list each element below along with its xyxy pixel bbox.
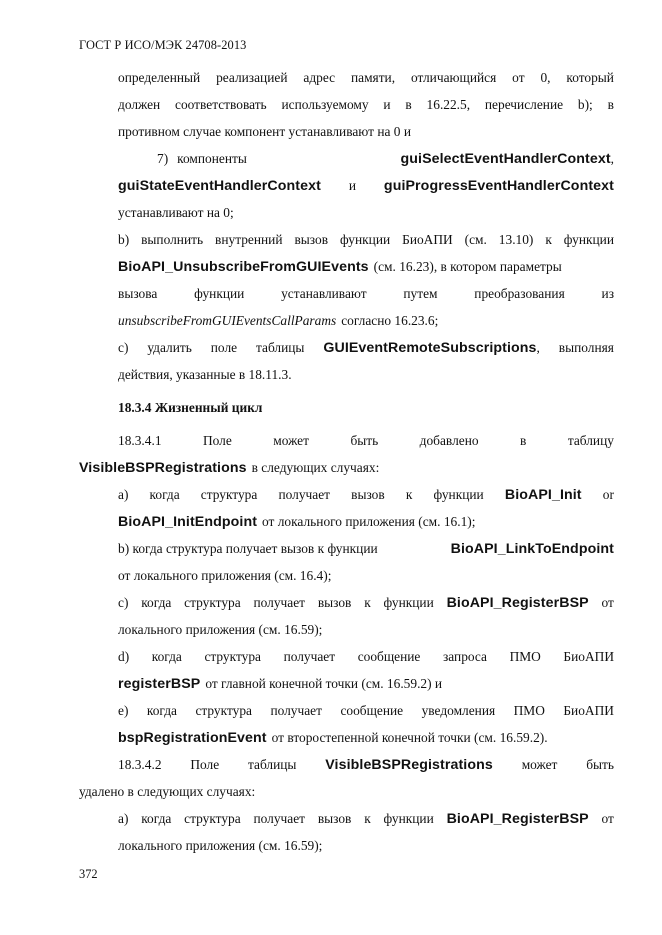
- word: к: [364, 595, 371, 610]
- text-span: от второстепенной конечной точки (см. 16.59.2).: [271, 730, 548, 745]
- page-number: 372: [79, 867, 98, 881]
- word: от: [601, 595, 614, 610]
- word: функции: [383, 595, 434, 610]
- identifier-term: BioAPI_RegisterBSP: [446, 595, 589, 611]
- word: вызов: [351, 487, 385, 502]
- word: в: [520, 433, 527, 448]
- word: и: [348, 178, 357, 193]
- word: вызов: [317, 811, 352, 826]
- word: структура: [184, 595, 241, 610]
- word: получает: [283, 649, 336, 664]
- text-line: [118, 594, 614, 612]
- word: компоненты: [177, 151, 247, 166]
- word: 0,: [540, 70, 551, 85]
- word: уведомления: [421, 703, 496, 718]
- text-span: в следующих случаях:: [251, 460, 380, 475]
- heading-text: 18.3.4 Жизненный цикл: [118, 400, 263, 415]
- word: or: [602, 487, 614, 502]
- word: внутренний: [215, 232, 283, 247]
- word: должен: [118, 97, 161, 112]
- word: 18.3.4.2: [118, 757, 162, 772]
- word: сообщение: [340, 703, 404, 718]
- text-line: [118, 810, 614, 828]
- identifier-term: BioAPI_UnsubscribeFromGUIEvents: [118, 259, 369, 275]
- word: преобразования: [474, 286, 565, 301]
- text-span: противном случае компонент устанавливают на 0 и: [118, 124, 411, 139]
- word: путем: [403, 286, 438, 301]
- word: функции: [563, 232, 614, 247]
- text-span: удалено в следующих случаях:: [79, 784, 256, 799]
- text-line: [118, 567, 614, 585]
- identifier-term: registerBSP: [118, 676, 201, 692]
- text-line: [79, 783, 614, 801]
- word: таблицу: [567, 433, 614, 448]
- word: может: [273, 433, 309, 448]
- italic-identifier: unsubscribeFromGUIEventsCallParams: [118, 313, 337, 328]
- word: к: [545, 232, 552, 247]
- text-line: [118, 540, 614, 558]
- word: определенный: [118, 70, 201, 85]
- text-span: b) когда структура получает вызов к функции: [118, 541, 378, 556]
- identifier-term: guiSelectEventHandlerContext: [400, 151, 611, 167]
- word: функции: [339, 232, 391, 247]
- word: b): [118, 232, 130, 247]
- word: 16.22.5,: [426, 97, 471, 112]
- word: выполняя: [558, 340, 614, 355]
- word: таблицы: [255, 340, 305, 355]
- text-line: [118, 69, 614, 87]
- text-line: [118, 432, 614, 450]
- word: Поле: [190, 757, 220, 772]
- word: перечисление: [484, 97, 564, 112]
- page-header: ГОСТ Р ИСО/МЭК 24708-2013: [79, 38, 247, 52]
- word: быть: [586, 757, 614, 772]
- text-line: [118, 258, 614, 276]
- text-line: [157, 150, 614, 168]
- word: от: [512, 70, 525, 85]
- word: когда: [149, 487, 180, 502]
- word: когда: [141, 595, 172, 610]
- identifier-term: BioAPI_Init: [504, 487, 582, 503]
- text-span: от главной конечной точки (см. 16.59.2) и: [205, 676, 443, 691]
- text-span: действия, указанные в 18.11.3.: [118, 367, 292, 382]
- word: когда: [151, 649, 182, 664]
- text-span: локального приложения (см. 16.59);: [118, 838, 323, 853]
- word: вызова: [118, 286, 158, 301]
- word: сообщение: [357, 649, 421, 664]
- identifier-term: guiProgressEventHandlerContext: [383, 178, 614, 194]
- word: c): [118, 595, 129, 610]
- text-line: [118, 486, 614, 504]
- word: БиоАПИ: [402, 232, 453, 247]
- text-line: [118, 837, 614, 855]
- word: функции: [383, 811, 434, 826]
- identifier-term: BioAPI_RegisterBSP: [446, 811, 589, 827]
- word: d): [118, 649, 130, 664]
- text-line: [118, 312, 653, 330]
- text-span: от локального приложения (см. 16.1);: [262, 514, 476, 529]
- word: отличающийся: [410, 70, 497, 85]
- word: Поле: [202, 433, 232, 448]
- word: b);: [577, 97, 593, 112]
- word: a): [118, 811, 129, 826]
- text-line: [118, 366, 614, 384]
- word: запроса: [442, 649, 487, 664]
- text-span: локального приложения (см. 16.59);: [118, 622, 323, 637]
- word: БиоАПИ: [563, 703, 614, 718]
- text-line: [118, 675, 614, 693]
- word: (см.: [464, 232, 487, 247]
- text-line: [118, 648, 614, 666]
- text-line: [118, 729, 614, 747]
- word: может: [521, 757, 558, 772]
- identifier-term: guiStateEventHandlerContext: [118, 178, 321, 194]
- text-line: [118, 204, 614, 222]
- text-line: [118, 339, 614, 357]
- text-line: [118, 513, 614, 531]
- word: поле: [210, 340, 238, 355]
- word: когда: [141, 811, 172, 826]
- text-line: [118, 96, 614, 114]
- word: 7): [157, 151, 169, 166]
- word: добавлено: [419, 433, 479, 448]
- text-span: согласно 16.23.6;: [341, 313, 439, 328]
- word: вызов: [317, 595, 352, 610]
- word: таблицы: [247, 757, 297, 772]
- word: в: [607, 97, 614, 112]
- word: реализацией: [216, 70, 288, 85]
- word: памяти,: [350, 70, 396, 85]
- text-line: [118, 123, 614, 141]
- word: БиоАПИ: [563, 649, 614, 664]
- word: удалить: [147, 340, 192, 355]
- word: 18.3.4.1: [118, 433, 162, 448]
- word: в: [405, 97, 412, 112]
- word: соответствовать: [175, 97, 267, 112]
- identifier-term: bspRegistrationEvent: [118, 730, 267, 746]
- punctuation: ,: [536, 340, 540, 355]
- text-line: [118, 285, 614, 303]
- text-line: [118, 702, 614, 720]
- word: структура: [184, 811, 241, 826]
- word: устанавливают: [281, 286, 367, 301]
- word: выполнить: [141, 232, 204, 247]
- word: получает: [270, 703, 322, 718]
- text-span: (см. 16.23), в котором параметры: [373, 259, 562, 274]
- word: функции: [194, 286, 245, 301]
- text-line: [118, 621, 614, 639]
- word: 13.10): [498, 232, 534, 247]
- text-span: устанавливают на 0;: [118, 205, 234, 220]
- word: получает: [253, 595, 306, 610]
- identifier-term: VisibleBSPRegistrations: [325, 757, 493, 773]
- word: структура: [200, 487, 258, 502]
- section-heading: [118, 399, 614, 417]
- word: e): [118, 703, 129, 718]
- word: от: [601, 811, 614, 826]
- word: быть: [350, 433, 379, 448]
- word: ПМО: [509, 649, 541, 664]
- identifier-term: GUIEventRemoteSubscriptions: [323, 340, 537, 356]
- word: вызов: [294, 232, 329, 247]
- punctuation: ,: [610, 151, 614, 166]
- text-line: [118, 756, 614, 774]
- word: получает: [253, 811, 306, 826]
- text-span: от локального приложения (см. 16.4);: [118, 568, 332, 583]
- text-line: [79, 459, 614, 477]
- identifier-term: BioAPI_InitEndpoint: [118, 514, 258, 530]
- word: к: [405, 487, 413, 502]
- word: c): [118, 340, 129, 355]
- text-line: [118, 231, 614, 249]
- word: получает: [278, 487, 330, 502]
- word: из: [601, 286, 614, 301]
- word: структура: [195, 703, 252, 718]
- identifier-term: BioAPI_LinkToEndpoint: [450, 541, 614, 557]
- word: ПМО: [513, 703, 545, 718]
- word: структура: [204, 649, 261, 664]
- word: a): [118, 487, 129, 502]
- identifier-term: VisibleBSPRegistrations: [79, 460, 247, 476]
- word: и: [383, 97, 391, 112]
- word: функции: [433, 487, 484, 502]
- word: когда: [146, 703, 177, 718]
- word: к: [364, 811, 371, 826]
- word: который: [566, 70, 614, 85]
- text-line: [118, 177, 614, 195]
- word: адрес: [303, 70, 336, 85]
- word: используемому: [281, 97, 369, 112]
